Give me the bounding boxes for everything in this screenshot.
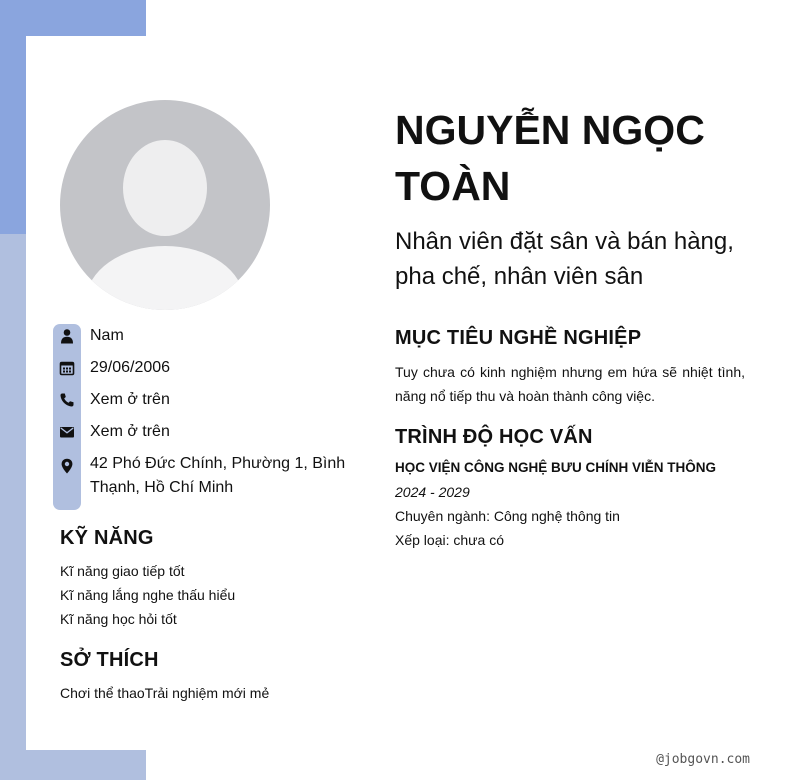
education-heading: TRÌNH ĐỘ HỌC VẤN [395, 426, 593, 448]
avatar-body-silhouette [86, 246, 244, 310]
job-title: Nhân viên đặt sân và bán hàng, pha chế, nhân viên sân [395, 228, 734, 290]
candidate-name: NGUYỄN NGỌC TOÀN [395, 107, 705, 209]
address-value: 42 Phó Đức Chính, Phường 1, Bình Thạnh, Hồ Chí Minh [90, 455, 346, 496]
contact-icon-bar [53, 324, 81, 510]
education-years: 2024 - 2029 [395, 484, 470, 500]
watermark: @jobgovn.com [656, 752, 750, 767]
phone-icon [59, 392, 75, 408]
education-major: Chuyên ngành: Công nghệ thông tin [395, 508, 620, 524]
skill-item: Kĩ năng lắng nghe thấu hiểu [60, 587, 236, 603]
objective-text: Tuy chưa có kinh nghiệm nhưng em hứa sẽ nhiệt tình, năng nổ tiếp thu và hoàn thành công việc. [395, 364, 745, 404]
birthday-value: 29/06/2006 [90, 359, 171, 376]
education-rank: Xếp loại: chưa có [395, 532, 504, 548]
phone-value: Xem ở trên [90, 391, 170, 408]
objective-heading: MỤC TIÊU NGHỀ NGHIỆP [395, 327, 642, 349]
skills-heading: KỸ NĂNG [60, 527, 154, 549]
skill-item: Kĩ năng giao tiếp tốt [60, 563, 185, 579]
gender-value: Nam [90, 327, 124, 344]
person-icon [59, 328, 75, 344]
mail-icon [59, 424, 75, 440]
avatar [60, 100, 270, 310]
avatar-head-silhouette [123, 140, 207, 236]
email-value: Xem ở trên [90, 423, 170, 440]
location-pin-icon [59, 458, 75, 474]
skill-item: Kĩ năng học hỏi tốt [60, 611, 177, 627]
education-school: HỌC VIỆN CÔNG NGHỆ BƯU CHÍNH VIỄN THÔNG [395, 460, 716, 475]
calendar-icon [59, 360, 75, 376]
hobbies-text: Chơi thể thaoTrải nghiệm mới mẻ [60, 685, 270, 701]
hobbies-heading: SỞ THÍCH [60, 649, 159, 671]
